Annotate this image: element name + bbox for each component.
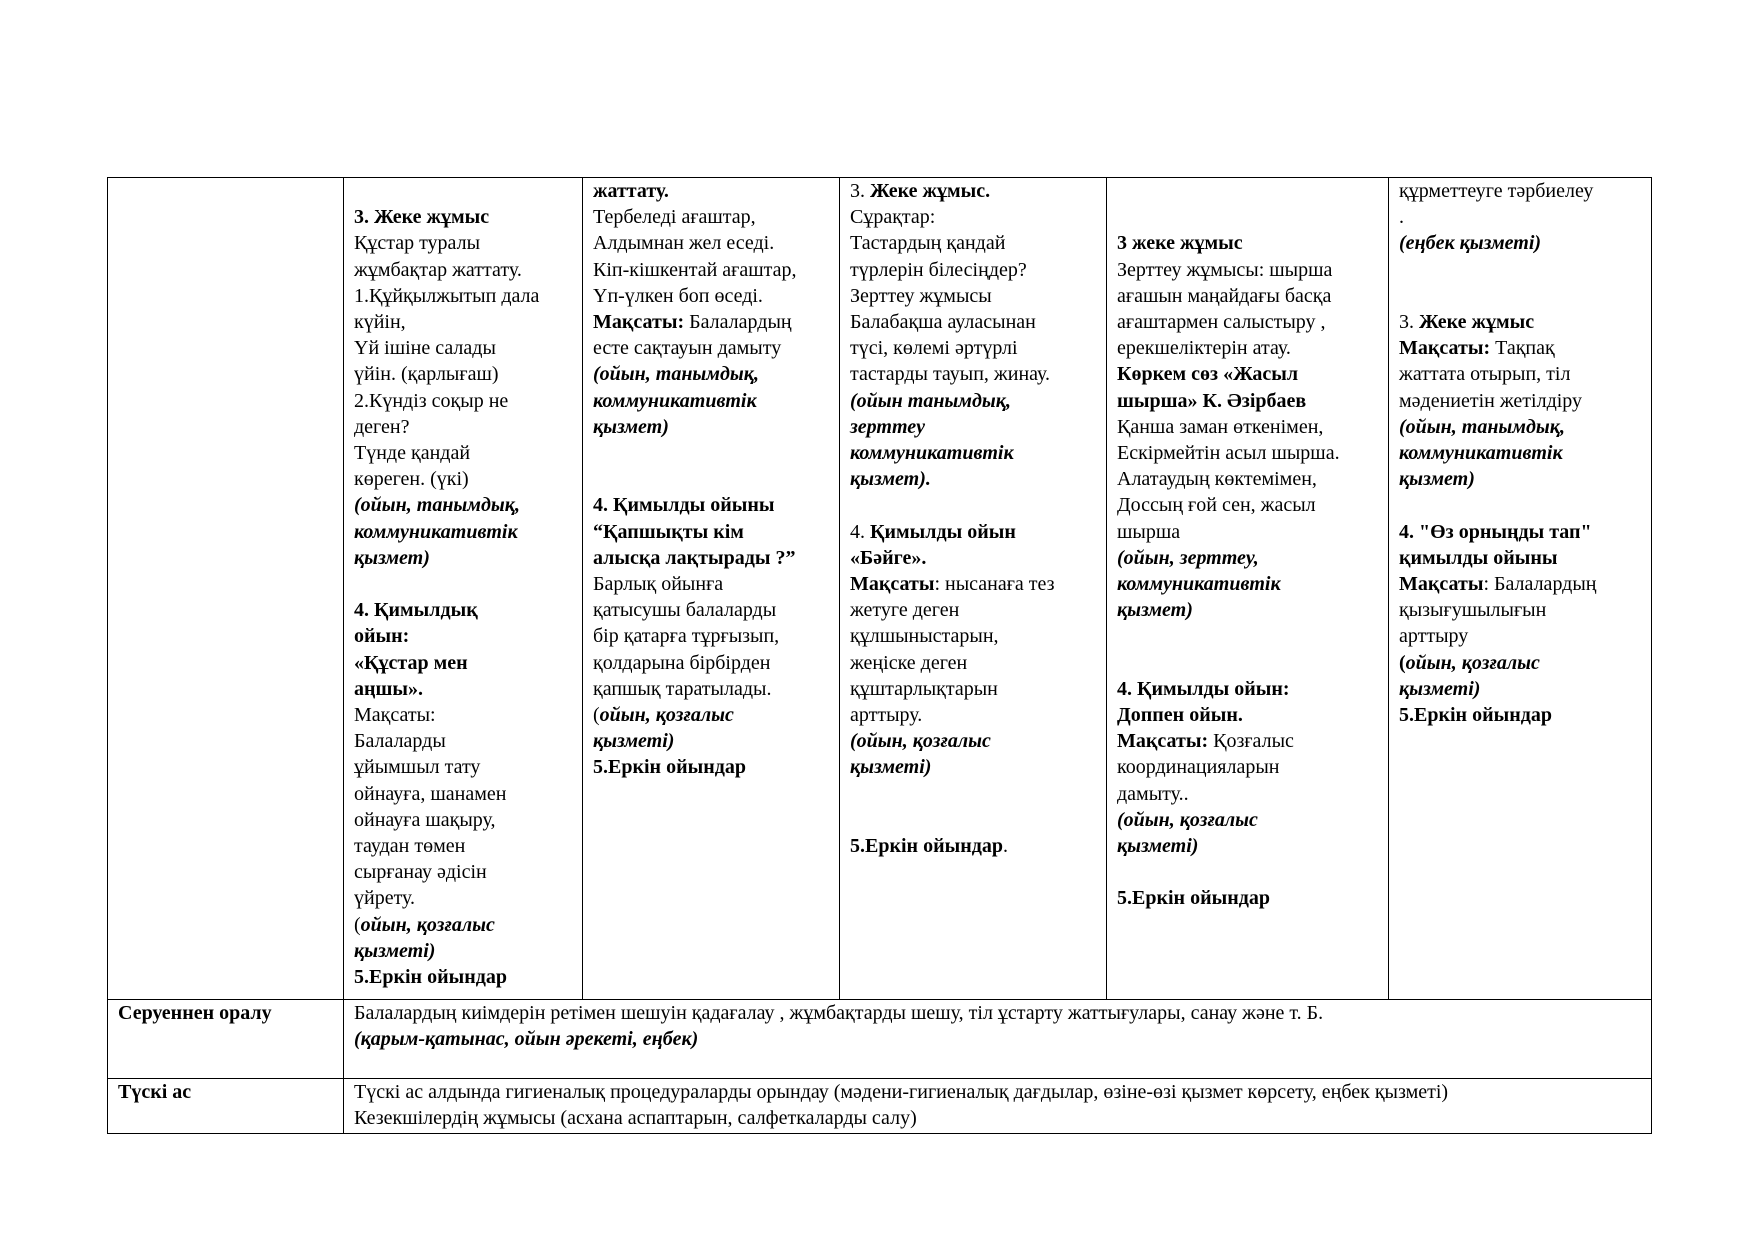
text-run: Қозғалыс координацияларын дамыту..	[1117, 730, 1294, 805]
text-run: 3.	[1399, 311, 1414, 334]
activity-type-note: ойын, қозғалыс қызметі)	[354, 913, 495, 962]
bold-text-run: жаттату.	[593, 180, 669, 202]
bold-text-run: 4. Қимылдық ойын: «Құстар мен аңшы».	[354, 599, 478, 700]
text-run: : Балалардың қызығушылығын арттыру	[1399, 573, 1597, 648]
row-label-return-from-walk: Серуеннен оралу	[108, 1000, 344, 1079]
bold-text-run: 4. "Өз орныңды тап" қимылды ойыны Мақсаты	[1399, 520, 1592, 596]
bold-text-run: 5.Еркін ойындар	[593, 756, 746, 779]
text-run: Сұрақтар: Тастардың қандай түрлерін білесіңдер? Зерттеу жұмысы Балабақша ауласынан түсі, көлемі әртүрлі тастарды тауып, жинау.	[850, 206, 1051, 386]
text-run: Тақпақ жаттата отырып, тіл мәдениетін жетілдіру	[1399, 337, 1583, 412]
bold-text-run: Жеке жұмыс.	[870, 180, 991, 202]
text-run: Зерттеу жұмысы: шырша ағашын маңайдағы басқа ағаштармен салыстыру , ерекшеліктерін атау.	[1117, 258, 1333, 360]
text-run: Қанша заман өткенімен, Ескірмейтін асыл шырша. Алатаудың көктемімен, Доссың ғой сен, жасыл шырша	[1117, 415, 1340, 543]
row-label-lunch: Түскі ас	[108, 1079, 344, 1134]
activity-type-note: (ойын, қозғалыс қызметі)	[850, 730, 991, 779]
activity-type-note: (ойын, танымдық, коммуникативтік қызмет)	[593, 363, 759, 438]
text-run: Тербеледі ағаштар, Алдымнан жел еседі. Кіп-кішкентай ағаштар, Үп-үлкен боп өседі.	[593, 206, 797, 307]
cell-day-3	[583, 178, 840, 1000]
bold-text-run: 5.Еркін ойындар	[1399, 704, 1552, 727]
cell-day-2	[344, 178, 583, 1000]
text-run: Балалардың киімдерін ретімен шешуін қадағалау , жұмбақтарды шешу, тіл ұстарту жаттығулары, санау және т. Б.	[354, 1002, 1324, 1024]
bold-text-run: 5.Еркін ойындар	[850, 835, 1003, 858]
bold-text-run: 3. Жеке жұмыс	[354, 206, 490, 229]
text-run: Түскі ас алдында гигиеналық процедураларды орындау (мәдени-гигиеналық дағдылар, өзіне-өзі қызмет көрсету, еңбек қызметі) Кезекшілердің жұмысы (асхана аспаптарын, салфеткаларды салу)	[354, 1081, 1449, 1130]
cell-day-5	[1107, 178, 1389, 1000]
activity-type-note: (қарым-қатынас, ойын әрекеті, еңбек)	[354, 1028, 699, 1051]
return-from-walk-content	[344, 1000, 1652, 1079]
bold-text-run: 5.Еркін ойындар	[354, 966, 507, 989]
cell-day-4	[840, 178, 1107, 1000]
activity-type-note: ойын, қозғалыс қызметі)	[593, 704, 734, 753]
text-run: Мақсаты: Балаларды ұйымшыл тату ойнауға, шанамен ойнауға шақыру, таудан төмен сырғанау әдісін үйрету. (	[354, 704, 507, 936]
activity-type-note: (ойын танымдық, зерттеу коммуникативтік қызмет).	[850, 389, 1014, 491]
activity-type-note: (ойын, зерттеу, коммуникативтік қызмет)	[1117, 546, 1281, 622]
lesson-plan-table	[107, 177, 1652, 1134]
activity-type-note: ойын, қозғалыс қызметі)	[1399, 651, 1540, 700]
bold-text-run: Көркем сөз «Жасыл шырша» К. Әзірбаев	[1117, 363, 1307, 412]
activity-type-note: (ойын, қозғалыс қызметі)	[1117, 808, 1258, 858]
table-row-return-from-walk	[108, 1000, 1652, 1079]
text-run: : нысанаға тез жетуге деген құлшыныстарын, жеңіске деген құштарлықтарын арттыру.	[850, 573, 1055, 727]
bold-text-run: Жеке жұмыс Мақсаты:	[1399, 311, 1535, 360]
row-label-cell-empty	[108, 178, 344, 1000]
table-row-activities	[108, 178, 1652, 1000]
bold-text-run: 3 жеке жұмыс	[1117, 232, 1243, 255]
cell-day-6	[1389, 178, 1652, 1000]
text-run: 3.	[850, 180, 870, 202]
bold-text-run: 4. Қимылды ойыны “Қапшықты кім алысқа лақтырады ?”	[593, 494, 796, 569]
bold-text-run: Қимылды ойын «Бәйге».	[850, 520, 1016, 569]
bold-text-run: Мақсаты	[850, 573, 935, 596]
text-run: 4.	[850, 520, 865, 543]
text-run: .	[1002, 835, 1008, 858]
text-run: құрметтеуге тәрбиелеу .	[1399, 180, 1594, 229]
text-run: Балалардың есте сақтауын дамыту	[593, 311, 792, 360]
table-row-lunch	[108, 1079, 1652, 1134]
text-run: Барлық ойынға қатысушы балаларды бір қатарға тұрғызып, қолдарына бірбірден қапшық таратылады. (	[593, 573, 780, 727]
activity-type-note: (еңбек қызметі)	[1399, 232, 1542, 255]
bold-text-run: 5.Еркін ойындар	[1117, 887, 1270, 910]
bold-text-run: Мақсаты:	[593, 311, 685, 334]
lunch-content	[344, 1079, 1652, 1134]
activity-type-note: (ойын, танымдық, коммуникативтік қызмет)	[1399, 415, 1565, 491]
text-run: Құстар туралы жұмбақтар жаттату. 1.Құйқылжытып дала күйін, Үй ішіне салады үйін. (қарлығаш) 2.Күндіз соқыр не деген? Түнде қандай көреген. (үкі)	[354, 232, 540, 491]
bold-text-run: (	[1399, 651, 1406, 674]
activity-type-note: (ойын, танымдық, коммуникативтік қызмет)	[354, 494, 520, 569]
bold-text-run: 4. Қимылды ойын: Доппен ойын. Мақсаты:	[1117, 677, 1290, 753]
